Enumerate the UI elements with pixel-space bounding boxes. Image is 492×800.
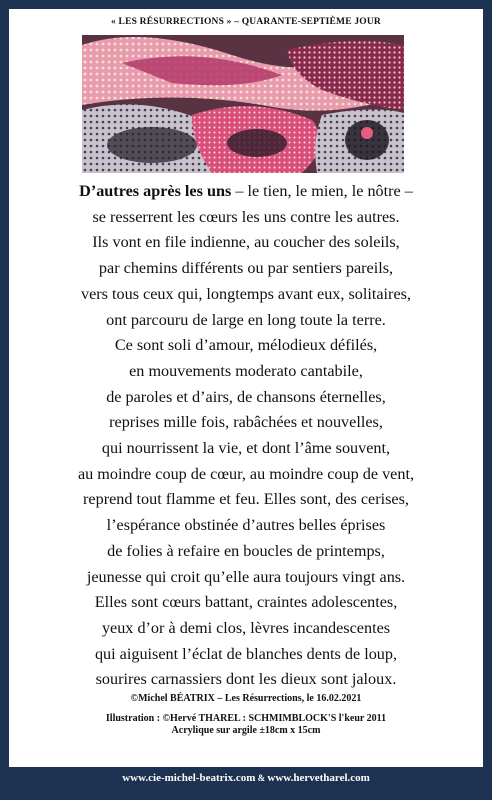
poem-line: vers tous ceux qui, longtemps avant eux, solitaires, [81, 284, 411, 303]
poem-lead: D’autres après les uns [79, 182, 232, 200]
poem-line: de folies à refaire en boucles de printemps, [107, 541, 385, 560]
poem-line: jeunesse qui croit qu’elle aura toujours vingt ans. [86, 567, 406, 586]
author-credit: ©Michel BÉATRIX – Les Résurrections, le 16.02.2021 [130, 693, 362, 704]
poem-line: Ce sont soli d’amour, mélodieux défilés, [114, 336, 378, 355]
poem-first-line-rest: – le tien, le mien, le nôtre – [231, 182, 413, 200]
site-link-herve-tharel[interactable]: www.hervetharel.com [267, 772, 370, 784]
poem-line: de paroles et d’airs, de chansons éternelles, [106, 387, 386, 406]
poem-line: par chemins différents ou par sentiers pareils, [98, 259, 394, 278]
medium-credit: Acrylique sur argile ±18cm x 15cm [171, 725, 321, 736]
poem-card [9, 9, 483, 767]
illustration-credit: Illustration : ©Hervé THAREL : SCHMIMBLOCK'S l'keur 2011 [105, 713, 387, 724]
poem-line: qui aiguisent l’éclat de blanches dents de loup, [94, 644, 398, 663]
footer-ampersand: & [255, 773, 268, 783]
site-link-michel-beatrix[interactable]: www.cie-michel-beatrix.com [122, 772, 256, 784]
poem-line: reprend tout flamme et feu. Elles sont, des cerises, [83, 490, 409, 509]
poem-line: reprises mille fois, rabâchées et nouvelles, [109, 413, 383, 432]
poem-line: au moindre coup de cœur, au moindre coup de vent, [77, 464, 415, 483]
poem-line: l’espérance obstinée d’autres belles éprises [106, 516, 386, 535]
poem-line: Elles sont cœurs battant, craintes adolescentes, [94, 593, 398, 612]
poem-line: qui nourrissent la vie, et dont l’âme souvent, [101, 439, 391, 458]
footer-links [0, 772, 492, 784]
poem-line: sourires carnassiers dont les dieux sont jaloux. [95, 670, 397, 689]
page-header: « LES RÉSURRECTIONS » – QUARANTE-SEPTIÈME JOUR [111, 17, 381, 27]
credits [9, 693, 483, 737]
poem-line: ont parcouru de large en long toute la terre. [106, 310, 386, 329]
poem-line: Ils vont en file indienne, au coucher des soleils, [92, 233, 400, 252]
poem-first-line [9, 179, 483, 205]
poem-line: yeux d’or à demi clos, lèvres incandescentes [101, 618, 391, 637]
poem-line: se resserrent les cœurs les uns contre les autres. [92, 207, 400, 226]
poem-text [9, 179, 483, 693]
poem-line: en mouvements moderato cantabile, [129, 361, 363, 380]
painted-shoes-illustration [82, 35, 404, 173]
